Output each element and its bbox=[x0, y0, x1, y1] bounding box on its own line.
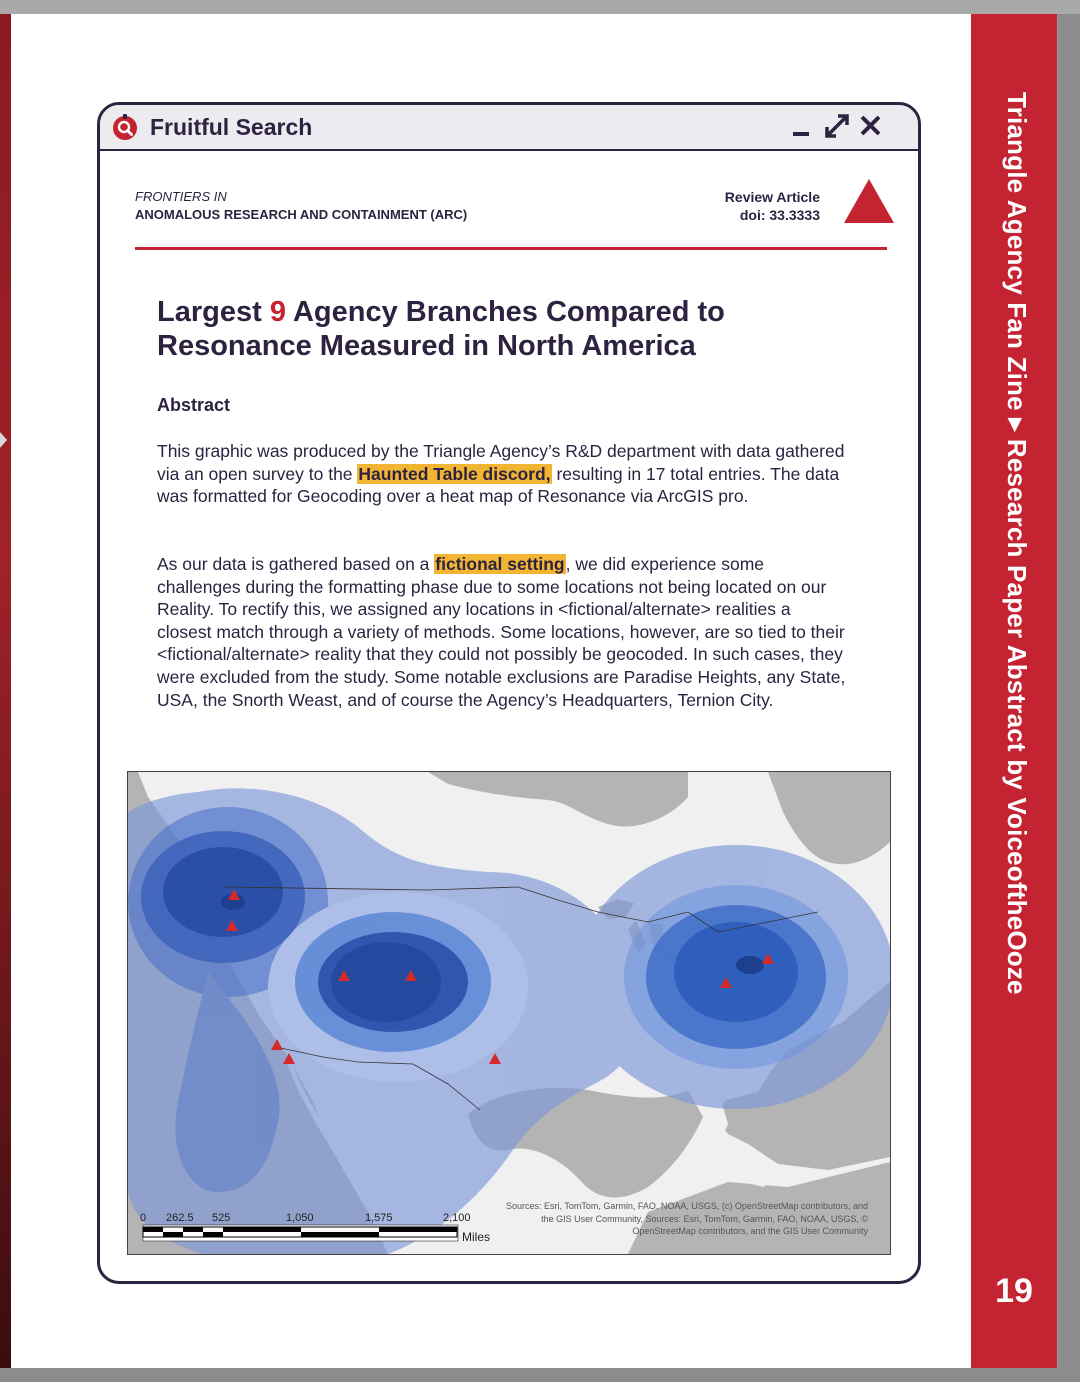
close-icon[interactable] bbox=[858, 113, 884, 139]
minimize-icon[interactable] bbox=[790, 113, 816, 139]
search-app-icon bbox=[111, 113, 139, 141]
zine-page bbox=[11, 14, 1057, 1368]
discord-link[interactable]: Haunted Table discord, bbox=[358, 463, 551, 484]
scale-label: 1,050 bbox=[286, 1212, 314, 1224]
scale-label: 2,100 bbox=[443, 1212, 471, 1224]
abstract-paragraph-1 bbox=[157, 440, 847, 508]
previous-page-edge bbox=[0, 14, 11, 1368]
scale-label: 0 bbox=[140, 1212, 147, 1224]
fictional-setting-highlight: fictional setting bbox=[435, 554, 565, 574]
journal-line-2: ANOMALOUS RESEARCH AND CONTAINMENT (ARC) bbox=[135, 207, 468, 222]
viewer-bottom-bar bbox=[0, 1368, 1080, 1382]
viewer-top-bar bbox=[0, 0, 1080, 15]
p1-text-after: resulting in 17 total entries. The data was formatted for Geocoding over a heat map of Resonance via ArcGIS pro. bbox=[157, 463, 840, 507]
title-number: 9 bbox=[269, 296, 286, 328]
resonance-map bbox=[127, 771, 891, 1255]
search-window bbox=[97, 102, 921, 1284]
title-part-2: Agency Branches Compared to Resonance Measured in North America bbox=[157, 296, 725, 362]
p2-text-after: , we did experience some challenges during the formatting phase due to some locations not being located on our Reality. To rectify this, we assigned any locations in <fictional/alternate> realities a closest match through a variety of methods. Some locations, however, are so tied to their <fictional/alternate> reality that they could not possibly be geocoded. In such cases, they were excluded from the study. Some notable exclusions are Paradise Heights, any State, USA, the Snorth Weast, and of course the Agency’s Headquarters, Ternion City. bbox=[157, 554, 846, 710]
scale-bar bbox=[143, 1225, 458, 1241]
journal-line-1: FRONTIERS IN bbox=[135, 189, 227, 204]
viewer-right-margin bbox=[1058, 14, 1080, 1368]
p1-text-before: This graphic was produced by the Triangle Agency’s R&D department with data gathered via an open survey to the bbox=[157, 441, 845, 484]
article-title bbox=[157, 295, 817, 363]
window-titlebar[interactable] bbox=[100, 105, 918, 151]
title-part-1: Largest bbox=[157, 296, 270, 328]
article-meta bbox=[660, 188, 820, 224]
abstract-paragraph-2 bbox=[157, 553, 847, 711]
map-graphic bbox=[128, 772, 890, 1254]
header-rule bbox=[135, 247, 887, 250]
scale-label: 262.5 bbox=[166, 1212, 194, 1224]
scale-unit: Miles bbox=[462, 1230, 491, 1244]
scale-label: 525 bbox=[212, 1212, 231, 1224]
map-attribution: Sources: Esri, TomTom, Garmin, FAO, NOAA, USGS, (c) OpenStreetMap contributors, and the GIS User Community, Sources: Esri, TomTom, Garmin, FAO, NOAA, USGS, © OpenStreetMap contributors, and the GIS User Community bbox=[506, 1201, 868, 1236]
scale-label: 1,575 bbox=[365, 1212, 393, 1224]
abstract-label: Abstract bbox=[157, 395, 231, 415]
article-type: Review Article bbox=[724, 189, 820, 205]
expand-icon[interactable] bbox=[824, 113, 850, 139]
previous-page-notch bbox=[0, 432, 7, 448]
journal-name bbox=[135, 188, 467, 224]
article-doi: doi: 33.3333 bbox=[739, 207, 820, 223]
side-title-text: Triangle Agency Fan Zine ▸ Research Paper Abstract by VoiceoftheOoze bbox=[1002, 92, 1032, 995]
triangle-logo-icon bbox=[844, 179, 894, 223]
p2-text-before: As our data is gathered based on a bbox=[157, 554, 435, 574]
page-number: 19 bbox=[995, 1272, 1033, 1310]
window-title: Fruitful Search bbox=[150, 114, 313, 140]
